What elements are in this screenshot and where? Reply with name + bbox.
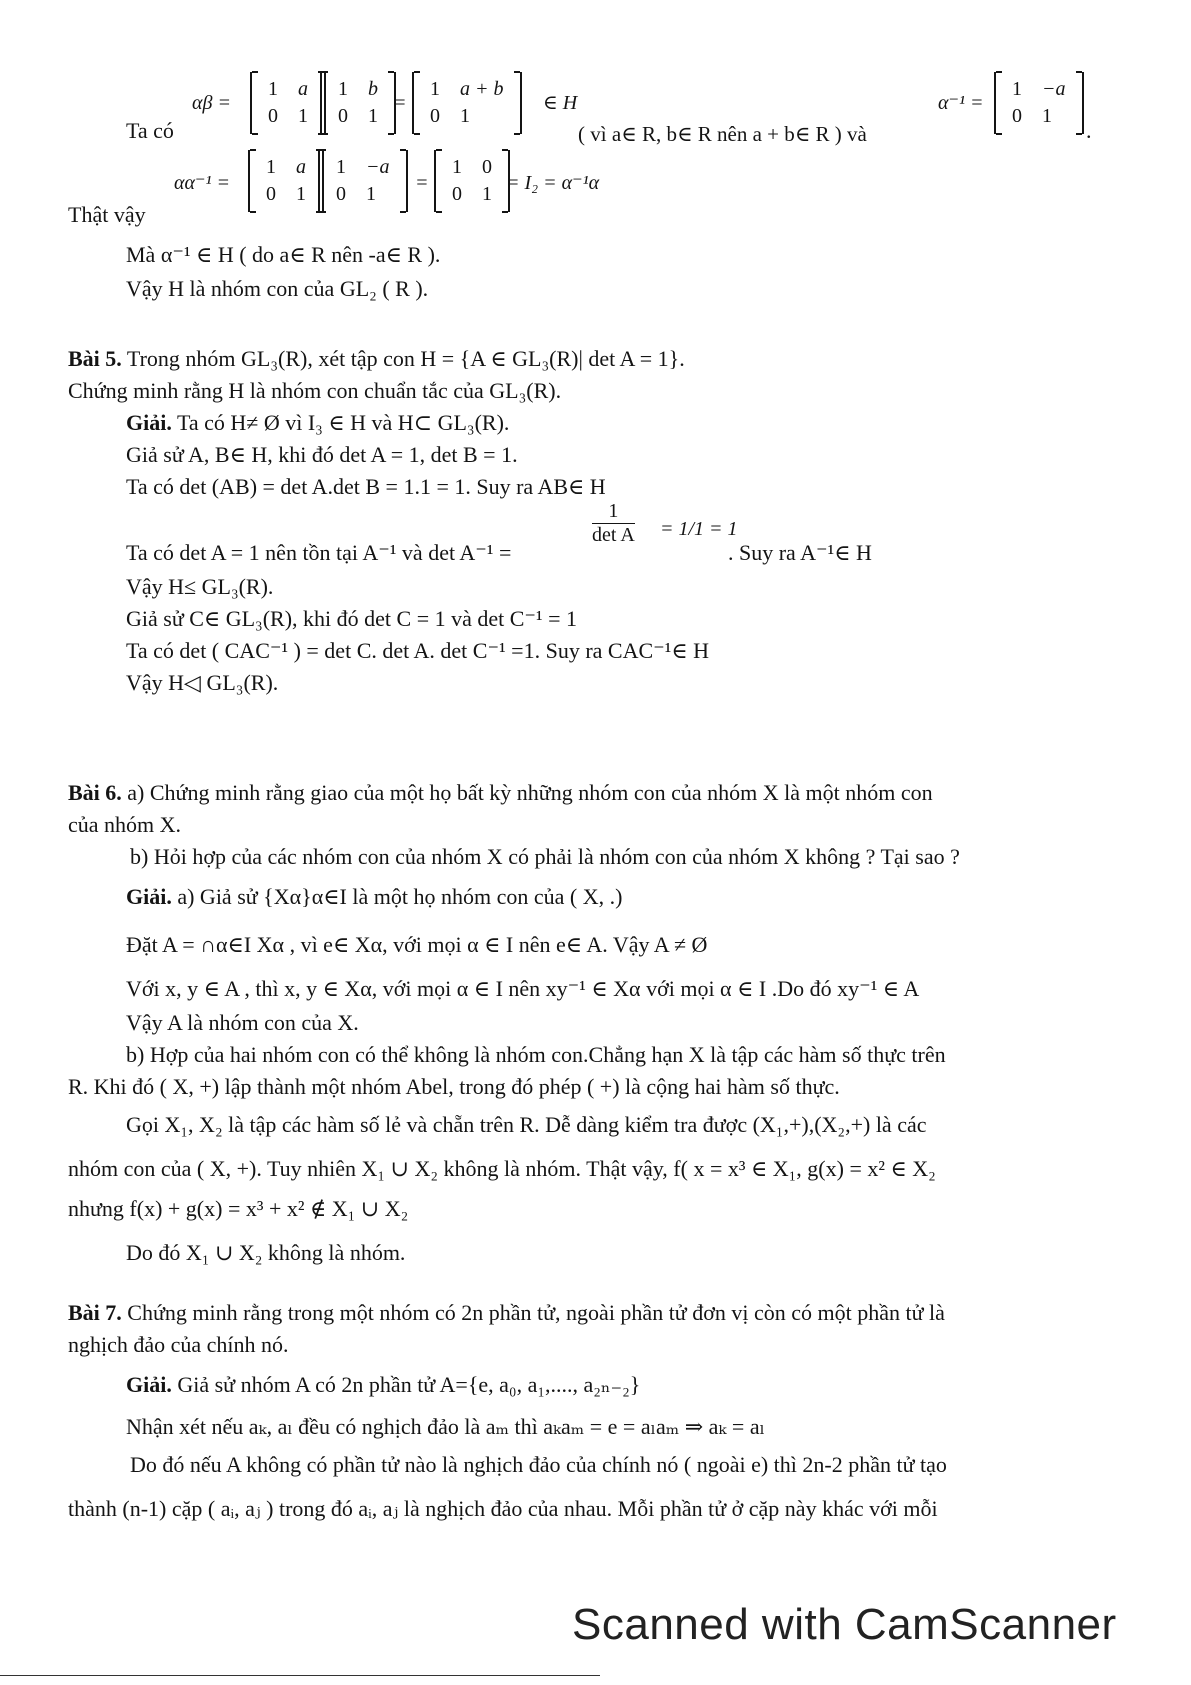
bai7-g1: Giả sử nhóm A có 2n phần tử A={e, a₀, a₁,...., a₂ₙ₋₂}	[177, 1372, 641, 1397]
bai6-a-2: của nhóm X.	[68, 812, 182, 837]
bai6-g10: Do đó X₁ ∪ X₂ không là nhóm.	[126, 1240, 406, 1265]
ma-line: Mà α⁻¹ ∈ H ( do a∈ R nên -a∈ R ).	[126, 242, 441, 267]
bai6-g6: R. Khi đó ( X, +) lập thành một nhóm Abel, trong đó phép ( +) là cộng hai hàm số thực.	[68, 1074, 840, 1099]
bai7-title: Bài 7.	[68, 1300, 122, 1325]
bai5-l4a: Ta có det A = 1 nên tồn tại A⁻¹ và det A⁻¹ =	[126, 540, 512, 565]
matrix-alpha-2: 1 a 0 1	[248, 150, 324, 212]
matrix-alpha: 1 a 0 1	[250, 72, 326, 134]
bai6-b-question: b) Hỏi hợp của các nhóm con của nhóm X có phải là nhóm con của nhóm X không ? Tại sao ?	[130, 844, 960, 869]
bai5-statement-2: Chứng minh rằng H là nhóm con chuẩn tắc của GL₃(R).	[68, 378, 562, 403]
inverse-lhs: α⁻¹ =	[938, 92, 984, 114]
bai6-g4: Vậy A là nhóm con của X.	[126, 1010, 359, 1035]
bai6-giai-line	[126, 884, 622, 909]
bai5-l5: Vậy H≤ GL₃(R).	[126, 574, 274, 599]
in-h: ∈ H	[543, 92, 578, 114]
bai5-l3: Ta có det (AB) = det A.det B = 1.1 = 1. Suy ra AB∈ H	[126, 474, 606, 499]
matrix-alpha-inverse-2: 1 −a 0 1	[318, 150, 408, 212]
bai5-fraction: 1 det A	[592, 500, 635, 546]
bai5-title: Bài 5.	[68, 346, 122, 371]
bai5-statement-1	[68, 346, 685, 371]
bai6-statement-a	[68, 780, 933, 805]
equals-sign-2: =	[415, 172, 429, 194]
bai6-a-1: a) Chứng minh rằng giao của một họ bất kỳ những nhóm con của nhóm X là một nhóm con	[127, 780, 933, 805]
bai7-giai-line	[126, 1372, 640, 1397]
matrix-identity: 1 0 0 1	[434, 150, 510, 212]
bai6-g7: Gọi X₁, X₂ là tập các hàm số lẻ và chẵn trên R. Dễ dàng kiểm tra được (X₁,+),(X₂,+) là các	[126, 1112, 927, 1137]
bai6-g5: b) Hợp của hai nhóm con có thể không là nhóm con.Chẳng hạn X là tập các hàm số thực trên	[126, 1042, 946, 1067]
matrix-inverse: 1 −a 0 1	[994, 72, 1084, 134]
bai7-s1: Chứng minh rằng trong một nhóm có 2n phần tử, ngoài phần tử đơn vị còn có một phần tử là	[127, 1300, 945, 1325]
bai7-s2: nghịch đảo của chính nó.	[68, 1332, 289, 1357]
bai7-g4: thành (n-1) cặp ( aᵢ, aⱼ ) trong đó aᵢ, aⱼ là nghịch đảo của nhau. Mỗi phần tử ở cặp này khác với mỗi	[68, 1496, 938, 1521]
eq2-rhs: = I₂ = α⁻¹α	[506, 172, 600, 194]
reason-text: ( vì a∈ R, b∈ R nên a + b∈ R ) và	[578, 122, 867, 146]
bai6-giai-label: Giải.	[126, 884, 172, 909]
period: .	[1086, 118, 1092, 143]
bai5-l1: Ta có H≠ Ø vì I₃ ∈ H và H⊂ GL₃(R).	[176, 410, 510, 435]
bai5-l7: Ta có det ( CAC⁻¹ ) = det C. det A. det C⁻¹ =1. Suy ra CAC⁻¹∈ H	[126, 638, 710, 663]
ta-co-label: Ta có	[126, 118, 174, 143]
bai6-title: Bài 6.	[68, 780, 122, 805]
bai6-g9: nhưng f(x) + g(x) = x³ + x² ∉ X₁ ∪ X₂	[68, 1196, 409, 1221]
bai6-g2: Đặt A = ∩α∈I Xα , vì e∈ Xα, với mọi α ∈ I nên e∈ A. Vậy A ≠ Ø	[126, 932, 708, 957]
that-vay-label: Thật vậy	[68, 202, 146, 227]
equals-sign: =	[393, 92, 407, 114]
bai7-g2: Nhận xét nếu aₖ, aₗ đều có nghịch đảo là aₘ thì aₖaₘ = e = aₗaₘ ⇒ aₖ = aₗ	[126, 1414, 765, 1439]
bai5-giai-label: Giải.	[126, 410, 172, 435]
eq1-lhs: αβ =	[192, 92, 231, 114]
bai5-l4b: . Suy ra A⁻¹∈ H	[728, 540, 872, 565]
bai7-statement-1	[68, 1300, 945, 1325]
bai6-g8: nhóm con của ( X, +). Tuy nhiên X₁ ∪ X₂ không là nhóm. Thật vậy, f( x = x³ ∈ X₁, g(x) = x² ∈ X₂	[68, 1156, 936, 1181]
eq2-lhs: αα⁻¹ =	[174, 172, 231, 194]
bai5-giai-line	[126, 410, 509, 435]
bottom-divider	[0, 1675, 600, 1676]
bai5-l8: Vậy H◁ GL₃(R).	[126, 670, 279, 695]
bai6-g1: a) Giả sử {Xα}α∈I là một họ nhóm con của ( X, .)	[177, 884, 623, 909]
bai7-g3: Do đó nếu A không có phần tử nào là nghịch đảo của chính nó ( ngoài e) thì 2n-2 phần tử tạo	[130, 1452, 947, 1477]
vay-line: Vậy H là nhóm con của GL₂ ( R ).	[126, 276, 429, 301]
matrix-beta: 1 b 0 1	[320, 72, 396, 134]
bai7-giai-label: Giải.	[126, 1372, 172, 1397]
matrix-product: 1 a + b 0 1	[412, 72, 522, 134]
bai5-fraction-rest: = 1/1 = 1	[660, 518, 738, 540]
bai5-l2: Giả sử A, B∈ H, khi đó det A = 1, det B = 1.	[126, 442, 518, 467]
bai5-text-1: Trong nhóm GL₃(R), xét tập con H = {A ∈ GL₃(R)| det A = 1}.	[126, 346, 685, 371]
camscanner-watermark: Scanned with CamScanner	[572, 1600, 1117, 1649]
bai5-l6: Giả sử C∈ GL₃(R), khi đó det C = 1 và det C⁻¹ = 1	[126, 606, 578, 631]
bai6-g3: Với x, y ∈ A , thì x, y ∈ Xα, với mọi α ∈ I nên xy⁻¹ ∈ Xα với mọi α ∈ I .Do đó xy⁻¹ ∈ A	[126, 976, 920, 1001]
